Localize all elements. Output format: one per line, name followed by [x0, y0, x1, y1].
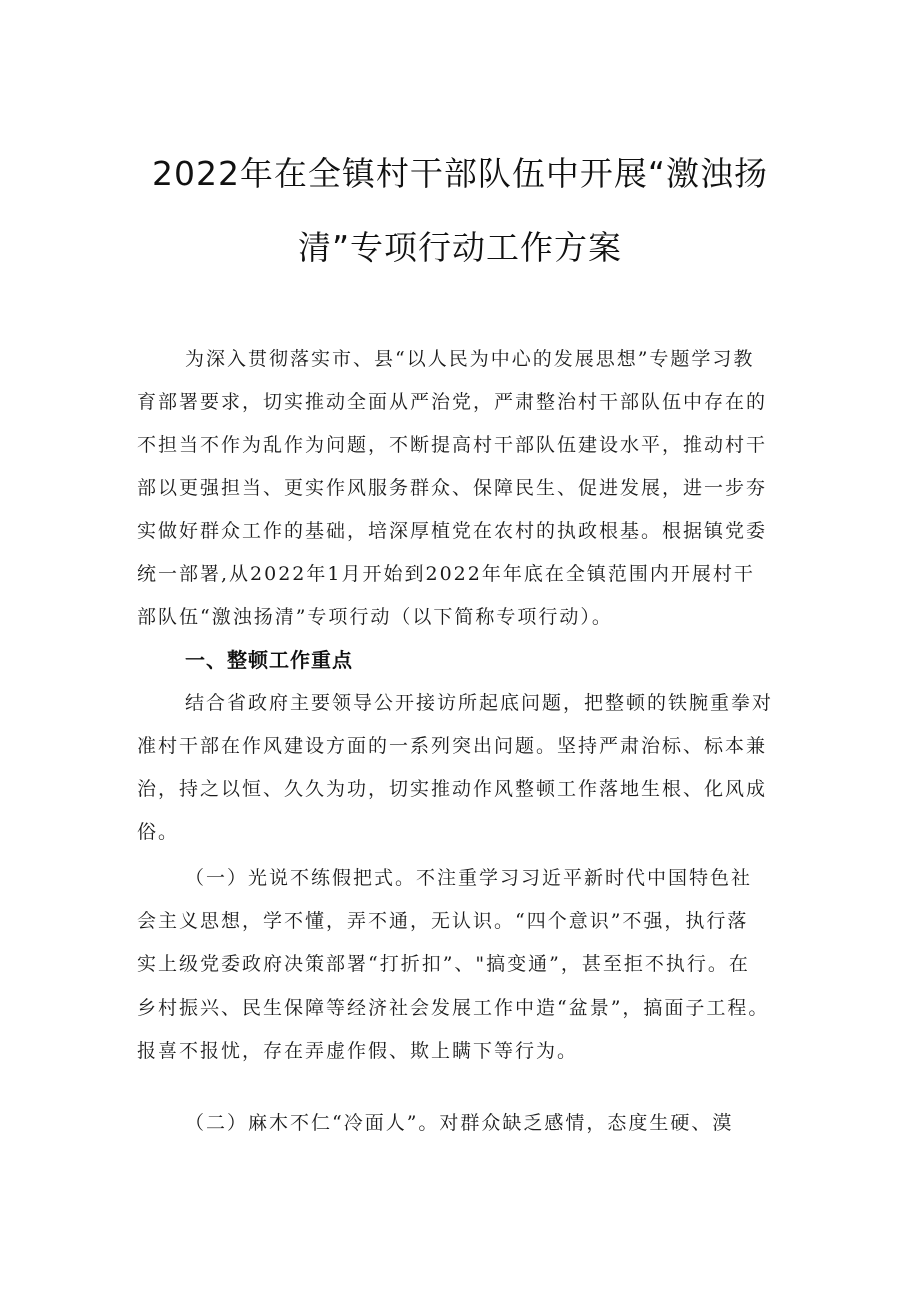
document-title-line-2: 清”专项行动工作方案	[297, 228, 623, 267]
document-title-line-1: 2022年在全镇村干部队伍中开展“激浊扬	[151, 154, 769, 193]
intro-line-4: 部以更强担当、更实作风服务群众、保障民生、促进发展，进一步夯	[137, 477, 768, 499]
section-1-line-2: 准村干部在作风建设方面的一系列突出问题。坚持严肃治标、标本兼	[137, 735, 768, 757]
intro-line-6: 统一部署,从2022年1月开始到2022年年底在全镇范围内开展村干	[137, 563, 755, 585]
item-1-line-1: （一）光说不练假把式。不注重学习习近平新时代中国特色社	[185, 867, 753, 889]
section-1-line-4: 俗。	[137, 821, 180, 843]
intro-line-7: 部队伍“激浊扬清”专项行动（以下简称专项行动）。	[137, 606, 613, 628]
section-1-line-1: 结合省政府主要领导公开接访所起底问题，把整顿的铁腕重拳对	[185, 692, 774, 714]
item-1-line-5: 报喜不报忧，存在弄虚作假、欺上瞒下等行为。	[137, 1040, 579, 1062]
item-1-line-4: 乡村振兴、民生保障等经济社会发展工作中造“盆景”，搞面子工程。	[137, 997, 770, 1019]
section-1-heading: 一、整顿工作重点	[185, 648, 353, 672]
intro-line-2: 育部署要求，切实推动全面从严治党，严肃整治村干部队伍中存在的	[137, 391, 768, 413]
item-2-line-1: （二）麻木不仁“冷面人”。对群众缺乏感情，态度生硬、漠	[185, 1112, 734, 1134]
intro-line-3: 不担当不作为乱作为问题，不断提高村干部队伍建设水平，推动村干	[137, 434, 768, 456]
item-1-line-2: 会主义思想，学不懂，弄不通，无认识。“四个意识”不强，执行落	[137, 910, 749, 932]
section-1-line-3: 治，持之以恒、久久为功，切实推动作风整顿工作落地生根、化风成	[137, 778, 768, 800]
item-1-line-3: 实上级党委政府决策部署“打折扣”、"搞变通”，甚至拒不执行。在	[137, 953, 750, 975]
intro-line-5: 实做好群众工作的基础，培深厚植党在农村的执政根基。根据镇党委	[137, 520, 768, 542]
intro-line-1: 为深入贯彻落实市、县“以人民为中心的发展思想”专题学习教	[185, 348, 755, 370]
